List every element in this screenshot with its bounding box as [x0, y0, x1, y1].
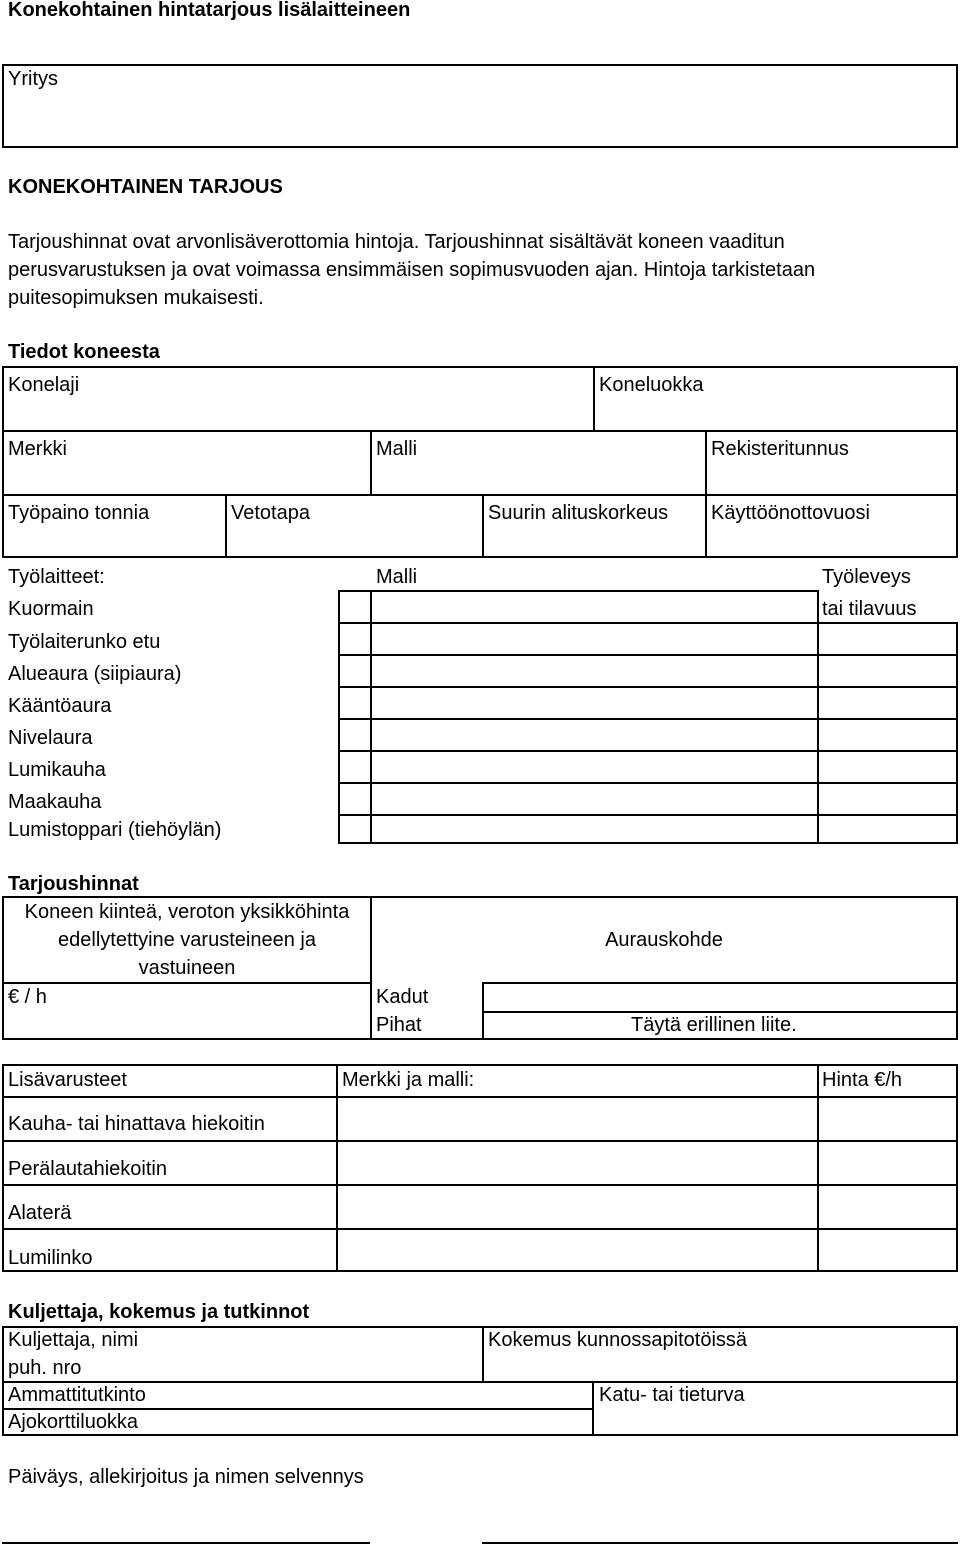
malli-field[interactable]: Malli — [376, 438, 418, 460]
equipment-item: Kääntöaura — [8, 695, 112, 717]
col-divider — [705, 430, 707, 558]
equipment-item: Nivelaura — [8, 727, 93, 749]
col-divider — [225, 494, 227, 558]
grid-line — [338, 750, 958, 752]
row-divider — [2, 1184, 958, 1186]
signature-label: Päiväys, allekirjoitus ja nimen selvennys — [8, 1466, 364, 1488]
row-divider — [2, 1228, 958, 1230]
intro-line-3: puitesopimuksen mukaisesti. — [8, 287, 264, 309]
alituskorkeus-field[interactable]: Suurin alituskorkeus — [488, 502, 669, 524]
row-divider — [2, 1140, 958, 1142]
konelaji-field[interactable]: Konelaji — [8, 374, 80, 396]
grid-line — [370, 590, 372, 844]
merkki-field[interactable]: Merkki — [8, 438, 67, 460]
machine-heading: Tiedot koneesta — [8, 341, 160, 363]
signature-line-left[interactable] — [2, 1542, 370, 1544]
row-divider — [2, 430, 958, 432]
intro-line-1: Tarjoushinnat ovat arvonlisäverottomia hintoja. Tarjoushinnat sisältävät koneen vaaditun — [8, 231, 785, 253]
grid-line — [338, 686, 958, 688]
target-label: Aurauskohde — [605, 929, 723, 951]
grid-line — [338, 590, 340, 844]
col-divider — [370, 430, 372, 494]
tyopaino-field[interactable]: Työpaino tonnia — [8, 502, 150, 524]
price-unit-field[interactable]: € / h — [8, 986, 47, 1008]
grid-line — [338, 782, 958, 784]
grid-line — [817, 590, 819, 844]
fixed-price-label: Koneen kiinteä, veroton yksikköhinta — [24, 901, 350, 923]
col-divider — [593, 366, 595, 430]
equipment-item: Lumistoppari (tiehöylän) — [8, 819, 222, 841]
equipment-item: Kuormain — [8, 598, 94, 620]
vetotapa-field[interactable]: Vetotapa — [231, 502, 310, 524]
company-field[interactable] — [2, 64, 958, 148]
fixed-price-label-3: vastuineen — [138, 957, 236, 979]
row-divider — [2, 1096, 958, 1098]
equipment-item: Maakauha — [8, 791, 102, 813]
intro-line-2: perusvarustuksen ja ovat voimassa ensimmäisen sopimusvuoden ajan. Hintoja tarkistetaan — [8, 259, 816, 281]
equipment-item: Alueaura (siipiaura) — [8, 663, 182, 685]
col-divider — [592, 1381, 594, 1436]
fill-attachment-note: Täytä erillinen liite. — [631, 1014, 797, 1036]
accessory-item: Lumilinko — [8, 1247, 93, 1269]
driver-qualification-field[interactable]: Ammattitutkinto — [8, 1384, 146, 1406]
grid-line — [338, 622, 958, 624]
page-title: Konekohtainen hintatarjous lisälaitteineen — [8, 0, 411, 21]
pihat-label: Pihat — [376, 1014, 422, 1036]
col-divider — [370, 896, 372, 1040]
row-divider — [482, 982, 958, 984]
row-divider — [2, 982, 370, 984]
accessory-item: Kauha- tai hinattava hiekoitin — [8, 1113, 265, 1135]
equipment-header-label: Työlaitteet: — [8, 566, 105, 588]
equipment-header-width: Työleveys — [822, 566, 911, 588]
equipment-item: Työlaiterunko etu — [8, 631, 161, 653]
col-divider — [482, 494, 484, 558]
driver-phone-field[interactable]: puh. nro — [8, 1357, 82, 1379]
row-divider — [482, 1011, 958, 1013]
koneluokka-field[interactable]: Koneluokka — [599, 374, 704, 396]
row-divider — [2, 494, 958, 496]
accessories-header-label: Lisävarusteet — [8, 1069, 127, 1091]
driver-license-field[interactable]: Ajokorttiluokka — [8, 1411, 139, 1433]
grid-line — [338, 590, 818, 592]
prices-heading: Tarjoushinnat — [8, 873, 139, 895]
driver-name-field[interactable]: Kuljettaja, nimi — [8, 1329, 139, 1351]
kayttoonotto-field[interactable]: Käyttöönottovuosi — [711, 502, 870, 524]
driver-experience-field[interactable]: Kokemus kunnossapitotöissä — [488, 1329, 748, 1351]
col-divider — [817, 1064, 819, 1272]
accessories-header-price: Hinta €/h — [822, 1069, 903, 1091]
equipment-header-width-2: tai tilavuus — [822, 598, 917, 620]
company-label: Yritys — [8, 68, 58, 90]
signature-line-right[interactable] — [482, 1542, 958, 1544]
machine-table-frame — [2, 366, 958, 558]
grid-line — [338, 654, 958, 656]
accessory-item: Perälautahiekoitin — [8, 1158, 167, 1180]
row-divider — [2, 1408, 592, 1410]
driver-heading: Kuljettaja, kokemus ja tutkinnot — [8, 1301, 310, 1323]
grid-line — [956, 622, 958, 844]
row-divider — [2, 1381, 958, 1383]
offer-heading: KONEKOHTAINEN TARJOUS — [8, 176, 283, 198]
equipment-header-model: Malli — [376, 566, 418, 588]
col-divider — [336, 1064, 338, 1272]
grid-line — [338, 814, 958, 816]
kadut-label: Kadut — [376, 986, 429, 1008]
accessory-item: Alaterä — [8, 1202, 72, 1224]
fixed-price-label-2: edellytettyine varusteineen ja — [58, 929, 316, 951]
equipment-item: Lumikauha — [8, 759, 106, 781]
rekisteritunnus-field[interactable]: Rekisteritunnus — [711, 438, 849, 460]
grid-line — [338, 718, 958, 720]
col-divider — [482, 1326, 484, 1381]
accessories-header-brand: Merkki ja malli: — [342, 1069, 475, 1091]
grid-line — [338, 842, 958, 844]
driver-safety-field[interactable]: Katu- tai tieturva — [599, 1384, 745, 1406]
